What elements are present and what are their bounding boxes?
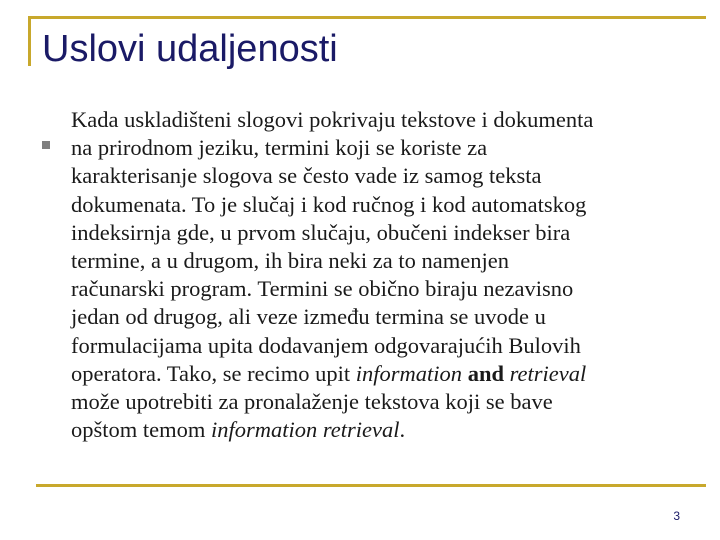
text-run: opštom temom [71, 417, 211, 443]
body-text-line [71, 134, 691, 162]
text-run-italic: retrieval [509, 360, 587, 386]
text-run: Kada uskladišteni slogovi pokrivaju tekstove i dokumenta [71, 107, 594, 132]
body-text-line [71, 416, 691, 444]
body-text-line [71, 191, 691, 219]
body-text-line [71, 332, 691, 360]
text-run: dokumenata. To je slučaj i kod ručnog i kod automatskog [71, 191, 587, 217]
text-run: može upotrebiti za pronalaženje tekstova koji se bave [71, 389, 553, 415]
body-text-line [71, 162, 691, 190]
text-run: . [399, 417, 406, 443]
text-run: karakterisanje slogova se često vade iz samog teksta [71, 163, 542, 189]
body-text-line [71, 247, 691, 275]
body-text-line [71, 360, 691, 388]
body-text-line [71, 106, 691, 134]
slide-body-text [71, 106, 691, 444]
body-text-line [71, 303, 691, 331]
text-run-italic: information retrieval [211, 417, 400, 443]
slide-title: Uslovi udaljenosti [42, 28, 338, 70]
body-text-line [71, 275, 691, 303]
frame-left-rule [28, 16, 31, 66]
square-bullet-icon [42, 141, 50, 149]
text-run: na prirodnom jeziku, termini koji se koriste za [71, 135, 488, 161]
frame-top-rule [28, 16, 706, 19]
text-run-italic: information [355, 360, 463, 386]
text-run: računarski program. Termini se obično biraju nezavisno [71, 276, 574, 302]
frame-bottom-rule [36, 484, 706, 487]
text-run: operatora. Tako, se recimo upit [71, 360, 356, 386]
body-text-line [71, 388, 691, 416]
text-run-bold: and [467, 360, 504, 386]
page-number: 3 [673, 509, 680, 523]
text-run: formulacijama upita dodavanjem odgovarajućih Bulovih [71, 332, 581, 358]
body-text-line [71, 219, 691, 247]
text-run: jedan od drugog, ali veze između termina se uvode u [71, 304, 546, 330]
text-run: termine, a u drugom, ih bira neki za to namenjen [71, 248, 509, 274]
text-run: indeksirnja gde, u prvom slučaju, obučeni indekser bira [71, 219, 571, 245]
